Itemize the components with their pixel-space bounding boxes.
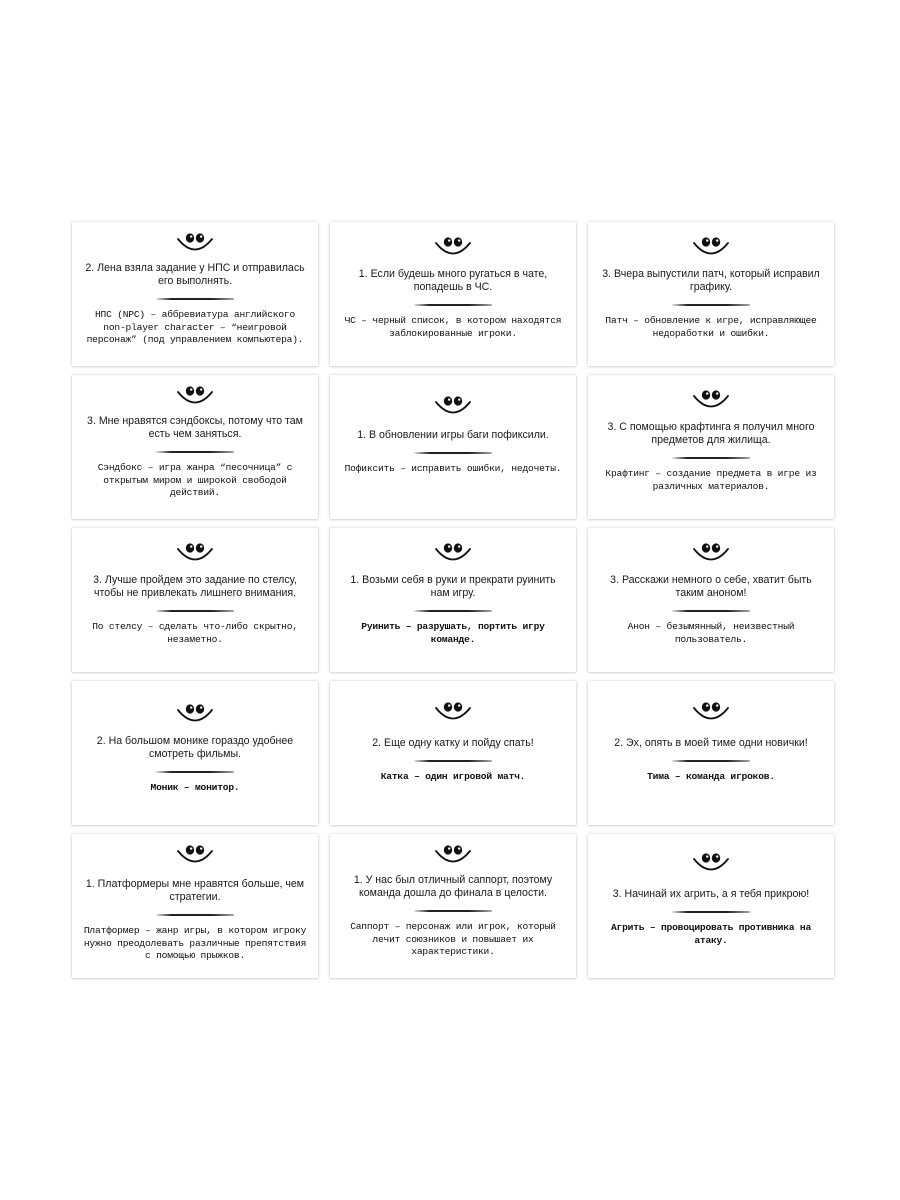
- card-divider: [414, 760, 492, 762]
- card-definition: Моник – монитор.: [150, 782, 240, 793]
- card-divider: [414, 304, 492, 306]
- card-divider: [672, 457, 750, 459]
- card-sentence: 3. Мне нравятся сэндбоксы, потому что там есть чем заняться.: [87, 415, 303, 440]
- slang-card: [588, 222, 834, 366]
- smiley-icon: [431, 393, 475, 419]
- card-sentence: 3. Лучше пройдем это задание по стелсу, чтобы не привлекать лишнего внимания.: [93, 574, 297, 599]
- card-definition: Катка – один игровой матч.: [380, 771, 526, 782]
- smiley-icon: [173, 540, 217, 566]
- slang-card: [588, 375, 834, 519]
- slang-card: [330, 681, 576, 825]
- card-definition: Руинить – разрушать, портить игру команде.: [361, 621, 545, 645]
- slang-card: [588, 834, 834, 978]
- card-sentence: 3. Начинай их агрить, а я тебя прикрою!: [612, 888, 810, 900]
- card-divider: [414, 910, 492, 912]
- slang-card: [72, 834, 318, 978]
- slang-card: [330, 222, 576, 366]
- card-definition: По стелсу – сделать что-либо скрытно, незаметно.: [92, 621, 298, 645]
- card-divider: [672, 911, 750, 913]
- smiley-icon: [431, 699, 475, 725]
- card-divider: [156, 451, 234, 453]
- card-sentence: 2. Лена взяла задание у НПС и отправилась его выполнять.: [85, 262, 305, 287]
- smiley-icon: [689, 234, 733, 260]
- smiley-icon: [431, 842, 475, 868]
- slang-card: [330, 528, 576, 672]
- slang-card: [588, 528, 834, 672]
- card-definition: Саппорт – персонаж или игрок, который лечит союзников и повышает их характеристики.: [350, 921, 556, 957]
- slang-card: [72, 681, 318, 825]
- card-definition: ЧС – черный список, в котором находятся заблокированные игроки.: [344, 315, 562, 339]
- slang-card: [330, 834, 576, 978]
- smiley-icon: [689, 850, 733, 876]
- card-divider: [414, 610, 492, 612]
- slang-card: [72, 375, 318, 519]
- card-definition: Сэндбокс – игра жанра “песочница” с открытым миром и широкой свободой действий.: [97, 462, 293, 498]
- slang-card: [72, 222, 318, 366]
- card-definition: Анон – безымянный, неизвестный пользователь.: [627, 621, 795, 645]
- card-divider: [156, 771, 234, 773]
- card-definition: Тима – команда игроков.: [647, 771, 775, 782]
- card-sentence: 1. Возьми себя в руки и прекрати руинить нам игру.: [350, 574, 556, 599]
- slang-card: [588, 681, 834, 825]
- smiley-icon: [173, 701, 217, 727]
- card-divider: [414, 452, 492, 454]
- card-sentence: 2. Еще одну катку и пойду спать!: [372, 737, 534, 749]
- smiley-icon: [173, 230, 217, 256]
- smiley-icon: [173, 842, 217, 868]
- card-sentence: 3. Расскажи немного о себе, хватит быть таким аноном!: [610, 574, 812, 599]
- slang-card: [330, 375, 576, 519]
- smiley-icon: [689, 540, 733, 566]
- card-divider: [672, 760, 750, 762]
- card-divider: [156, 914, 234, 916]
- card-divider: [672, 304, 750, 306]
- card-definition: Крафтинг – создание предмета в игре из различных материалов.: [605, 468, 817, 492]
- card-sentence: 2. Эх, опять в моей тиме одни новички!: [614, 737, 808, 749]
- smiley-icon: [173, 383, 217, 409]
- card-sentence: 1. Если будешь много ругаться в чате, попадешь в ЧС.: [358, 268, 548, 293]
- card-sentence: 3. С помощью крафтинга я получил много предметов для жилища.: [607, 421, 815, 446]
- card-definition: НПС (NPC) – аббревиатура английского non-player character – “неигровой персонаж” (под управлением компьютера).: [86, 309, 304, 345]
- slang-card: [72, 528, 318, 672]
- card-sentence: 1. В обновлении игры баги пофиксили.: [357, 429, 549, 441]
- card-divider: [672, 610, 750, 612]
- smiley-icon: [431, 234, 475, 260]
- card-sentence: 1. У нас был отличный саппорт, поэтому команда дошла до финала в целости.: [353, 874, 553, 899]
- card-definition: Агрить – провоцировать противника на атаку.: [610, 922, 812, 946]
- card-sentence: 3. Вчера выпустили патч, который исправил графику.: [602, 268, 820, 293]
- card-divider: [156, 298, 234, 300]
- smiley-icon: [431, 540, 475, 566]
- card-sentence: 2. На большом монике гораздо удобнее смотреть фильмы.: [96, 735, 294, 760]
- card-definition: Пофиксить – исправить ошибки, недочеты.: [344, 463, 562, 474]
- card-definition: Патч – обновление к игре, исправляющее недоработки и ошибки.: [605, 315, 817, 339]
- card-definition: Платформер – жанр игры, в котором игроку нужно преодолевать различные препятствия с помощью прыжков.: [83, 925, 307, 961]
- smiley-icon: [689, 387, 733, 413]
- card-grid: [72, 222, 834, 978]
- card-divider: [156, 610, 234, 612]
- card-sentence: 1. Платформеры мне нравятся больше, чем стратегии.: [85, 878, 305, 903]
- smiley-icon: [689, 699, 733, 725]
